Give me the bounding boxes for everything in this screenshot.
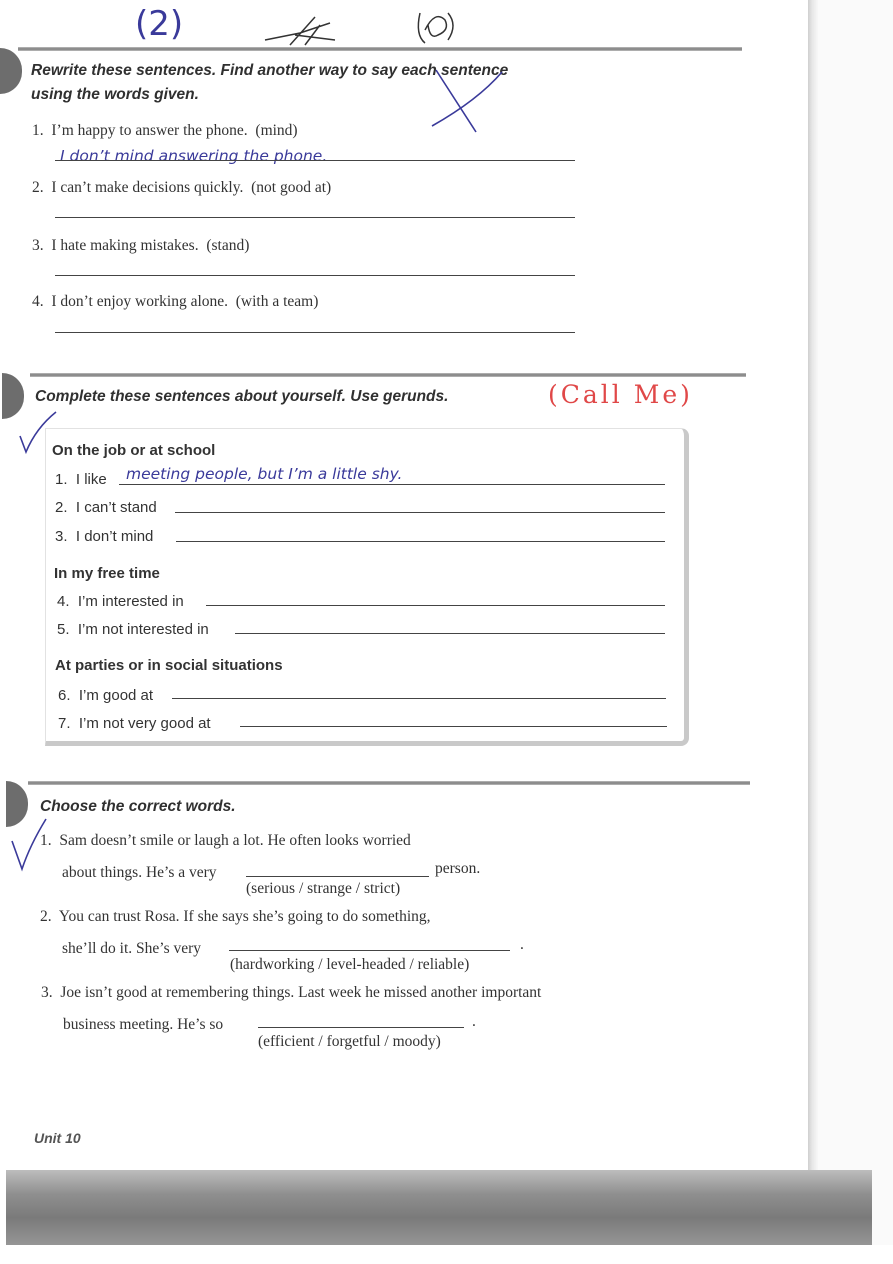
sec-c-item-2-end: . <box>520 936 524 953</box>
sec-c-item-2-options: (hardworking / level-headed / reliable) <box>230 956 470 973</box>
scribble-mark-2 <box>410 5 460 50</box>
sec-b-item-2 <box>55 499 157 516</box>
answer-line-a3[interactable] <box>55 275 575 276</box>
item-hint: (mind) <box>255 122 298 139</box>
section-c-rule <box>28 781 750 785</box>
item-text: You can trust Rosa. If she says she’s going to do something, <box>58 908 431 925</box>
sec-b-item-1 <box>55 471 107 488</box>
unit-footer: Unit 10 <box>34 1130 81 1146</box>
sec-c-item-3-options: (efficient / forgetful / moody) <box>258 1033 441 1050</box>
scan-bottom-margin <box>0 1245 893 1264</box>
section-a-rule <box>18 47 742 51</box>
item-number: 3. <box>32 237 44 254</box>
sec-b-item-7 <box>58 715 211 732</box>
section-b-rule <box>30 373 746 377</box>
item-hint: (with a team) <box>235 293 319 310</box>
sec-b-item-3 <box>55 528 153 545</box>
section-b-instruction: Complete these sentences about yourself. Use gerunds. <box>35 388 449 405</box>
sec-a-answer-1[interactable]: I don’t mind answering the phone. <box>60 147 328 165</box>
sec-c-item-1-line2: about things. He’s a very <box>62 864 217 881</box>
answer-line-c1[interactable] <box>246 876 429 877</box>
answer-line-c3[interactable] <box>258 1027 464 1028</box>
answer-line-b2[interactable] <box>175 512 665 513</box>
section-a-number-badge <box>0 48 22 94</box>
handwritten-note: (Call Me) <box>548 380 693 409</box>
item-text: I’m interested in <box>77 593 184 610</box>
item-number: 6. <box>58 687 71 704</box>
item-text: I’m happy to answer the phone. <box>51 122 248 139</box>
item-text: Joe isn’t good at remembering things. Last week he missed another important <box>60 984 542 1001</box>
sec-c-item-3-line1 <box>41 984 541 1002</box>
item-text: I’m not very good at <box>78 715 211 732</box>
answer-line-a4[interactable] <box>55 332 575 333</box>
sec-b-item-4 <box>57 593 184 610</box>
item-number: 1. <box>32 122 44 139</box>
sec-c-item-1-end: person. <box>435 860 481 877</box>
item-text: I don’t enjoy working alone. <box>51 293 229 310</box>
answer-line-b1 <box>119 484 665 485</box>
answer-line-b7[interactable] <box>240 726 667 727</box>
sec-c-item-2-line2: she’ll do it. She’s very <box>62 940 202 957</box>
section-a-instruction-1: Rewrite these sentences. Find another way to say each sentence <box>31 62 509 79</box>
item-number: 4. <box>57 593 70 610</box>
group-heading-1: On the job or at school <box>52 442 216 459</box>
answer-line-b4[interactable] <box>206 605 665 606</box>
item-number: 3. <box>55 528 68 545</box>
sec-a-item-2 <box>32 179 331 197</box>
sec-c-item-1-options: (serious / strange / strict) <box>246 880 401 897</box>
scribble-mark <box>260 5 350 50</box>
item-text: I can’t stand <box>75 499 157 516</box>
page-shadow <box>815 0 893 1264</box>
page-edge <box>808 0 818 1175</box>
item-number: 5. <box>57 621 70 638</box>
answer-line-b5[interactable] <box>235 633 665 634</box>
sec-a-item-4 <box>32 293 318 311</box>
sec-c-item-3-end: . <box>472 1013 476 1030</box>
item-text: Sam doesn’t smile or laugh a lot. He often looks worried <box>59 832 411 849</box>
group-heading-3: At parties or in social situations <box>55 657 283 674</box>
sec-c-item-3-line2: business meeting. He’s so <box>63 1016 224 1033</box>
item-text: I hate making mistakes. <box>51 237 199 254</box>
item-number: 1. <box>55 471 68 488</box>
item-number: 4. <box>32 293 44 310</box>
sec-c-item-1-line1 <box>40 832 411 850</box>
item-number: 3. <box>41 984 53 1001</box>
item-hint: (stand) <box>206 237 250 254</box>
item-text: I’m good at <box>78 687 154 704</box>
item-number: 2. <box>55 499 68 516</box>
item-text: I like <box>75 471 107 488</box>
item-text: I don’t mind <box>75 528 154 545</box>
answer-line-a1 <box>55 160 575 161</box>
item-number: 2. <box>32 179 44 196</box>
group-heading-2: In my free time <box>54 565 160 582</box>
sec-a-item-1 <box>32 122 298 140</box>
cross-mark <box>428 60 508 140</box>
section-c-instruction: Choose the correct words. <box>40 798 236 815</box>
sec-b-item-6 <box>58 687 153 704</box>
item-text: I’m not interested in <box>77 621 209 638</box>
item-number: 2. <box>40 908 52 925</box>
answer-line-b6[interactable] <box>172 698 666 699</box>
section-a-instruction-2: using the words given. <box>31 86 199 103</box>
item-hint: (not good at) <box>251 179 332 196</box>
scan-bottom-band <box>6 1170 872 1250</box>
answer-line-a2[interactable] <box>55 217 575 218</box>
sec-b-item-5 <box>57 621 209 638</box>
item-number: 7. <box>58 715 71 732</box>
sec-a-item-3 <box>32 237 249 255</box>
item-number: 1. <box>40 832 52 849</box>
answer-line-b3[interactable] <box>176 541 665 542</box>
item-text: I can’t make decisions quickly. <box>51 179 244 196</box>
handwritten-score: (2) <box>135 4 184 44</box>
sec-b-answer-1[interactable]: meeting people, but I’m a little shy. <box>126 465 403 483</box>
sec-c-item-2-line1 <box>40 908 431 926</box>
answer-line-c2[interactable] <box>229 950 510 951</box>
